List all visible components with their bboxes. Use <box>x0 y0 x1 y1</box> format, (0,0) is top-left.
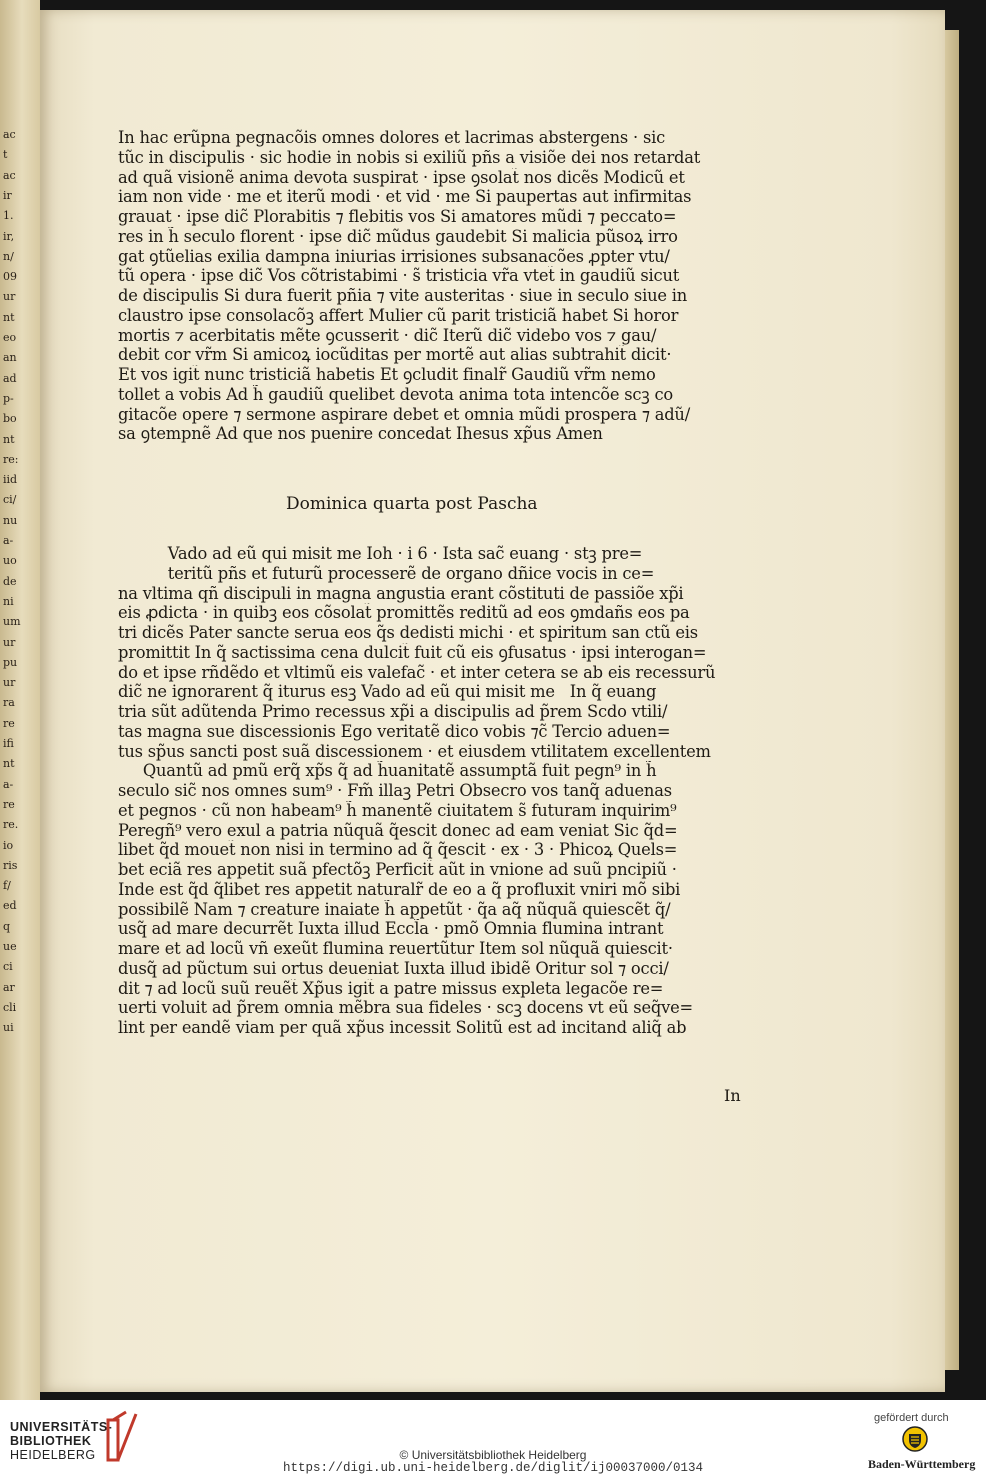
left-edge-fragment: a- <box>3 777 14 791</box>
text-line: do et ipse rñdẽdo et vltimũ eis valefac̃ · et inter cetera se ab eis recessurũ <box>118 662 716 682</box>
text-line: na vltima qñ discipuli in magna angustia erant cõstituti de passiõe xp̃i <box>118 583 684 603</box>
text-line: de discipulis Si dura fuerit pñia ⁊ vite austeritas · siue in seculo siue in <box>118 286 688 305</box>
text-line: eis ꝓdicta · in quibꝫ eos cõsolat̃ promittẽs reditũ ad eos ꝯmdañs eos pa <box>118 603 690 623</box>
left-edge-fragment: nt <box>3 310 15 324</box>
logo-line-2: BIBLIOTHEK <box>10 1434 92 1448</box>
left-edge-fragment: eo <box>3 331 17 344</box>
left-edge-fragment: um <box>3 615 21 629</box>
text-line: promittit In q̃ sactissima cena dulcit̃ fuit cũ eis ꝯfusatus · ipsi interogan= <box>118 642 707 662</box>
text-block-1 <box>118 128 768 444</box>
left-edge-fragment: bo <box>3 412 17 426</box>
catchword: In <box>724 1086 741 1105</box>
text-line: iam non vide · me et iterũ modi · et vid · me Si paupertas aut infirmitas <box>118 187 692 207</box>
text-line: claustro ipse consolacõꝫ affert Mulier cũ parit tristiciã habet Si horor <box>118 305 679 325</box>
left-edge-fragment: re: <box>3 452 19 466</box>
text-line: ad quã visionẽ anima devota suspirat · ipse ꝯsolat̃ nos dicẽs Modicũ et <box>118 167 685 187</box>
left-edge-fragment: 09 <box>3 270 17 284</box>
logo-line-3: HEIDELBERG <box>10 1448 96 1462</box>
text-line: tũ opera · ipse dic̃ Vos cõtristabimi · s̃ tristicia vr̃a vtet̃ in gaudiũ sicut <box>118 266 680 286</box>
text-line: libet q̃d mouet̃ non nisi in termino ad q̃ q̃escit · ex · 3 · Phicoꝝ Quels= <box>118 840 678 860</box>
funded-by-label: gefördert durch <box>874 1412 949 1424</box>
left-edge-fragment: uo <box>3 554 17 568</box>
left-edge-fragment: a- <box>3 534 14 547</box>
coat-of-arms-icon <box>902 1426 928 1452</box>
text-line: Peregñ⁹ vero exul a patria nũquã q̃escit donec ad eam veniat Sic q̃d= <box>118 820 678 840</box>
left-edge-fragment: pu <box>3 655 18 669</box>
text-line: tũc in discipulis · sic hodie in nobis si exiliũ pñs a visiõe dei nos retardat <box>118 147 701 167</box>
text-line: lint per eandẽ viam per quã xp̃us incessit Solitũ est ad incitand aliq̃ ab <box>118 1018 687 1037</box>
left-edge-fragment: ur <box>3 635 16 649</box>
text-line: dusq̃ ad pũctum sui ortus deueniat Iuxta illud ibidẽ Oritur sol ⁊ occi/ <box>118 958 669 978</box>
text-line: Et vos igit̃ nunc tristiciã habetis Et ꝯcludit finalr̃ Gaudiũ vr̃m nemo <box>118 365 656 384</box>
left-edge-fragment: de <box>3 574 17 588</box>
text-line: debit cor vr̃m Si amicoꝝ iocũditas per mortẽ aut alias subtrahit̃ dicit· <box>118 345 672 365</box>
left-edge-fragment: q <box>3 919 11 933</box>
text-line: dit ⁊ ad locũ suũ reuẽt̃ Xp̃us igit̃ a patre missus expleta legacõe re= <box>118 978 664 998</box>
left-edge-fragment: re <box>3 716 15 730</box>
left-edge-fragment: ci <box>3 960 13 974</box>
page-fore-edge <box>945 30 959 1370</box>
left-edge-fragment: ad <box>3 371 17 385</box>
text-line: mortis ⁊ acerbitatis mẽte ꝯcusserit · dic̃ Iterũ dic̃ videbo vos ⁊ gau/ <box>118 325 657 345</box>
left-edge-fragment: ci/ <box>3 493 17 507</box>
left-edge-fragment: ni <box>3 594 14 608</box>
left-page-edge <box>0 0 40 1400</box>
left-edge-fragment: ur <box>3 290 16 304</box>
text-line: sa ꝯtempnẽ Ad que nos puenire concedat Ihesus xp̃us Amen <box>118 424 603 444</box>
text-line: Inde est q̃d q̃libet res appetit naturalr̃ de eo a q̃ profluxit vniri mõ sibi <box>118 879 681 899</box>
left-edge-fragment: ifi <box>3 737 14 750</box>
left-edge-fragment: f/ <box>3 879 11 893</box>
text-line: usq̃ ad mare decurrẽt Iuxta illud Eccl̃a · pmõ Omnia flumina intrant <box>118 919 664 939</box>
left-edge-fragment: io <box>3 838 14 852</box>
text-line: mare et ad locũ vñ exeũt flumina reuertũtur Item sol nũquã quiescit· <box>118 939 673 958</box>
text-line: In hac erũpna pegnacõis omnes dolores et lacrimas abstergens · sic <box>118 128 666 147</box>
text-line: tollet a vobis Ad h̃ gaudiũ quelibet devota anima tota intencõe scꝫ co <box>118 384 673 404</box>
left-edge-fragment: ir <box>3 188 12 202</box>
text-line: gat ꝯtũelias exilia dampna iniurias irrisiones subsanacões ꝓpter vtu/ <box>118 246 670 266</box>
left-edge-fragment: nt <box>3 432 15 446</box>
left-edge-fragment: ar <box>3 980 15 994</box>
text-line: Quantũ ad pmũ erq̃ xp̃s q̃ ad h̃uanitatẽ assumptã fuit pegn⁹ in h̃ <box>118 761 657 781</box>
text-line: tas magna sue discessionis Ego veritatẽ dico vobis ⁊c̃ Tercio aduen= <box>118 721 671 741</box>
text-line: dic̃ ne ignorarent q̃ iturus esꝫ Vado ad eũ qui misit me In q̃ euang <box>118 682 657 702</box>
left-edge-fragment: n/ <box>3 249 14 263</box>
left-edge-fragment: nu <box>3 513 18 527</box>
left-edge-fragment: p- <box>3 391 14 405</box>
left-edge-fragment: ris <box>3 858 18 872</box>
text-line: possibilẽ Nam ⁊ creature inaiate h̃ appetũt · q̃a aq̃ nũquã quiescẽt q̃/ <box>118 899 671 919</box>
left-edge-fragment: an <box>3 351 17 365</box>
permalink-url[interactable]: https://digi.ub.uni-heidelberg.de/diglit/ij00037000/0134 <box>282 1461 704 1475</box>
text-block-2 <box>118 544 768 1038</box>
text-line: res in h̃ seculo florent · ipse dic̃ mũdus gaudebit Si malicia pũsoꝝ irro <box>118 226 678 246</box>
left-edge-fragment: re <box>3 797 15 811</box>
section-heading: Dominica quarta post Pascha <box>286 494 538 514</box>
left-edge-fragment: cli <box>3 1000 17 1014</box>
left-edge-fragment: ue <box>3 940 17 953</box>
left-edge-fragment: ed <box>3 899 17 913</box>
text-line: tus sp̃us sancti post suã discessionem · et eiusdem vtilitatem excellentem <box>118 741 711 761</box>
left-edge-fragment: ur <box>3 676 16 690</box>
text-line: uerti voluit ad p̃rem omnia mẽbra sua fideles · scꝫ docens vt eũ seq̃ve= <box>118 998 693 1018</box>
left-edge-fragment: nt <box>3 757 15 771</box>
copyright-notice: © Universitätsbibliothek Heidelberg <box>399 1448 587 1462</box>
text-line: Vado ad eũ qui misit me Ioh · i 6 · Ista sac̃ euang · stꝫ pre= <box>118 544 643 563</box>
text-line: tria sũt adũtenda Primo recessus xp̃i a discipulis ad p̃rem Scdo vtili/ <box>118 702 668 721</box>
left-edge-fragment: ac <box>3 128 16 141</box>
text-line: gitacõe opere ⁊ sermone aspirare debet et omnia mũdi prospera ⁊ adũ/ <box>118 404 691 424</box>
left-edge-fragment: ir, <box>3 229 15 243</box>
text-line: et pegnos · cũ non habeam⁹ h̃ manentẽ ciuitatem s̃ futuram inquirim⁹ <box>118 800 677 820</box>
left-edge-fragment: t <box>3 148 8 162</box>
left-edge-fragment: ra <box>3 696 15 710</box>
left-edge-fragment: ui <box>3 1021 14 1035</box>
left-edge-fragment: ac <box>3 168 16 182</box>
text-line: tri dicẽs Pater sancte serua eos q̃s dedisti michi · et spiritum san ctũ eis <box>118 623 698 642</box>
text-line: seculo sic̃ nos omnes sum⁹ · Fm̃ illaꝫ Petri Obsecro vos tanq̃ aduenas <box>118 781 672 800</box>
text-line: teritũ pñs et futurũ processerẽ de organo dñice vocis in ce= <box>118 563 655 583</box>
left-edge-fragment: 1. <box>3 209 14 223</box>
text-line: bet eciã res appetit suã pfectõꝫ Perficit̃ aũt in vnione ad suũ pncipiũ · <box>118 860 677 879</box>
text-line: grauat · ipse dic̃ Plorabitis ⁊ flebitis vos Si amatores mũdi ⁊ peccato= <box>118 207 677 226</box>
funder-label: Baden-Württemberg <box>868 1457 976 1471</box>
left-edge-fragment: iid <box>3 473 18 487</box>
left-edge-fragment: re. <box>3 818 19 832</box>
logo-line-1: UNIVERSITÄTS- <box>10 1420 113 1434</box>
